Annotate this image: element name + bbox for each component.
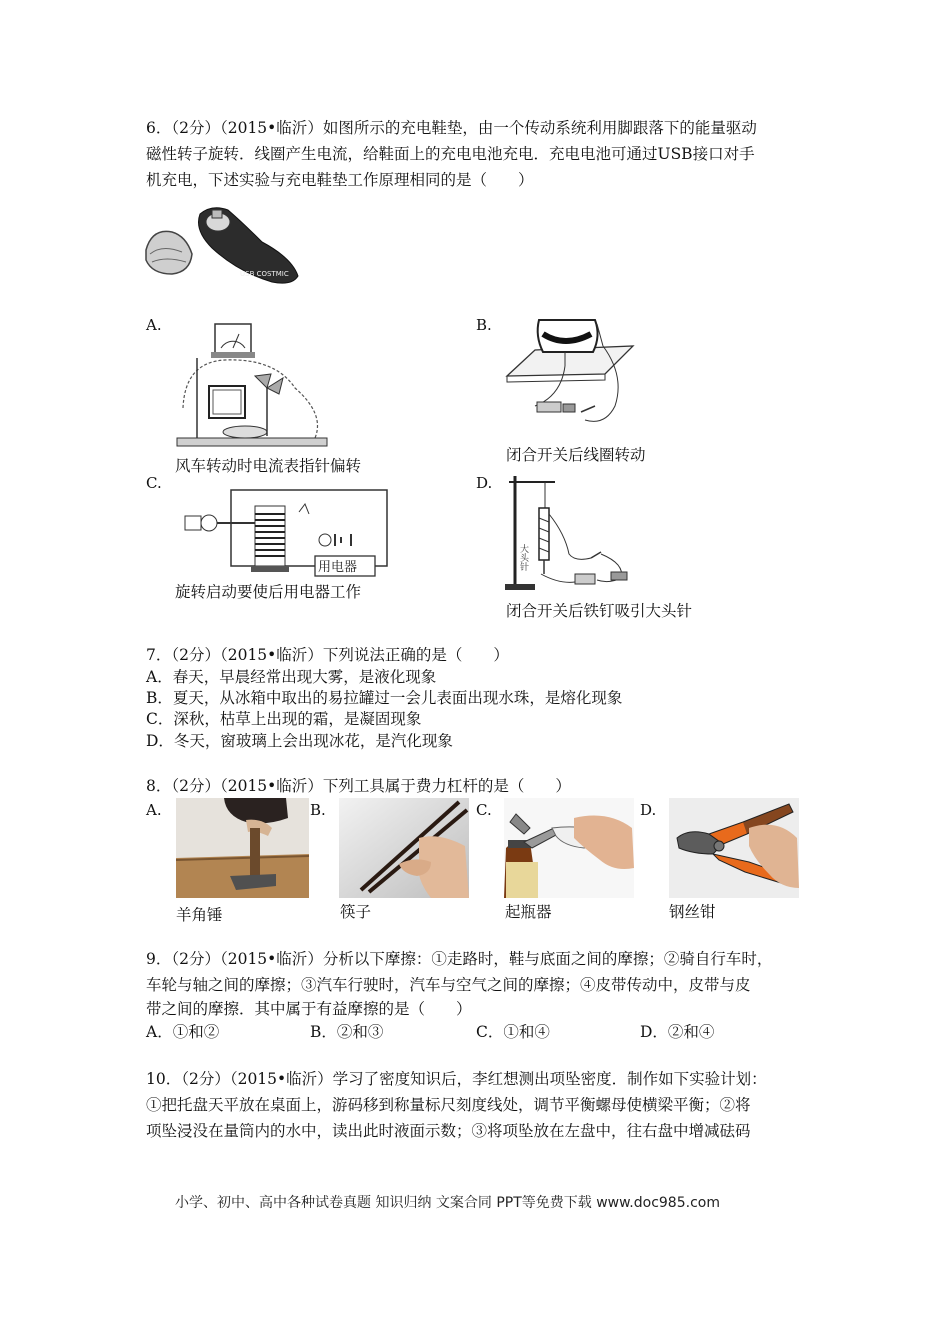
q8-option-b-caption: 筷子 xyxy=(340,903,372,921)
page-footer: 小学、初中、高中各种试卷真题 知识归纳 文案合同 PPT等免费下载 www.doc985.com xyxy=(175,1195,720,1211)
q8-option-c-caption: 起瓶器 xyxy=(505,903,552,921)
q8-option-a-caption: 羊角锤 xyxy=(176,906,223,924)
q6-option-a-caption: 风车转动时电流表指针偏转 xyxy=(175,457,362,475)
q6-option-c-letter: C. xyxy=(146,474,162,492)
windmill-ammeter-image xyxy=(175,318,375,456)
q10-line-3: 项坠浸没在量筒内的水中，读出此时液面示数；③将项坠放在左盘中，往右盘中增减砝码 xyxy=(146,1122,751,1140)
q9-option-b: B．②和③ xyxy=(310,1023,384,1041)
q7-option-c: C．深秋，枯草上出现的霜，是凝固现象 xyxy=(146,710,422,728)
generator-circuit-image xyxy=(175,484,400,580)
chopsticks-image xyxy=(339,798,469,898)
bottle-opener-image xyxy=(504,798,634,898)
insole-label: USB COSTMIC xyxy=(240,270,289,278)
q9-option-a: A．①和② xyxy=(146,1023,220,1041)
q7-option-a: A．春天，早晨经常出现大雾，是液化现象 xyxy=(146,668,437,686)
q6-line-1: 6．（2分）（2015•临沂）如图所示的充电鞋垫，由一个传动系统利用脚跟落下的能量驱动 xyxy=(146,119,757,137)
q8-option-b-letter: B. xyxy=(310,801,326,819)
pliers-image xyxy=(669,798,799,898)
q9-line-1: 9．（2分）（2015•临沂）分析以下摩擦：①走路时，鞋与底面之间的摩擦；②骑自行车时， xyxy=(146,950,773,968)
q6-option-d-caption: 闭合开关后铁钉吸引大头针 xyxy=(506,602,693,620)
q6-line-2: 磁性转子旋转．线圈产生电流，给鞋面上的充电电池充电．充电电池可通过USB接口对手 xyxy=(146,145,755,163)
motor-coil-image xyxy=(505,316,640,436)
q6-option-a-letter: A. xyxy=(146,316,162,334)
charging-insole-image xyxy=(142,200,302,290)
q8-option-c-letter: C. xyxy=(476,801,492,819)
q6-option-d-letter: D. xyxy=(476,474,493,492)
electromagnet-nail-image xyxy=(505,474,640,594)
q8-stem: 8．（2分）（2015•临沂）下列工具属于费力杠杆的是（ ） xyxy=(146,777,571,795)
q9-option-d: D．②和④ xyxy=(640,1023,715,1041)
q9-line-2: 车轮与轴之间的摩擦；③汽车行驶时，汽车与空气之间的摩擦；④皮带传动中，皮带与皮 xyxy=(146,976,751,994)
nail-label: 大头针 xyxy=(518,544,528,571)
q9-option-c: C．①和④ xyxy=(476,1023,550,1041)
q6-line-3: 机充电，下述实验与充电鞋垫工作原理相同的是（ ） xyxy=(146,171,534,189)
q6-option-b-caption: 闭合开关后线圈转动 xyxy=(506,446,646,464)
q8-option-d-caption: 钢丝钳 xyxy=(669,903,716,921)
q7-stem: 7．（2分）（2015•临沂）下列说法正确的是（ ） xyxy=(146,646,509,664)
device-label: 用电器 xyxy=(318,560,358,575)
claw-hammer-image xyxy=(176,798,309,898)
q10-line-2: ①把托盘天平放在桌面上，游码移到称量标尺刻度线处，调节平衡螺母使横梁平衡；②将 xyxy=(146,1096,751,1114)
q6-option-b-letter: B. xyxy=(476,316,492,334)
q8-option-d-letter: D. xyxy=(640,801,657,819)
q6-option-c-caption: 旋转启动要使后用电器工作 xyxy=(175,583,362,601)
q10-line-1: 10．（2分）（2015•临沂）学习了密度知识后，李红想测出项坠密度．制作如下实验计划： xyxy=(146,1070,767,1088)
q7-option-b: B．夏天，从冰箱中取出的易拉罐过一会儿表面出现水珠，是熔化现象 xyxy=(146,689,623,707)
q7-option-d: D．冬天，窗玻璃上会出现冰花，是汽化现象 xyxy=(146,732,453,750)
q8-option-a-letter: A. xyxy=(146,801,162,819)
q9-line-3: 带之间的摩擦．其中属于有益摩擦的是（ ） xyxy=(146,1000,472,1018)
